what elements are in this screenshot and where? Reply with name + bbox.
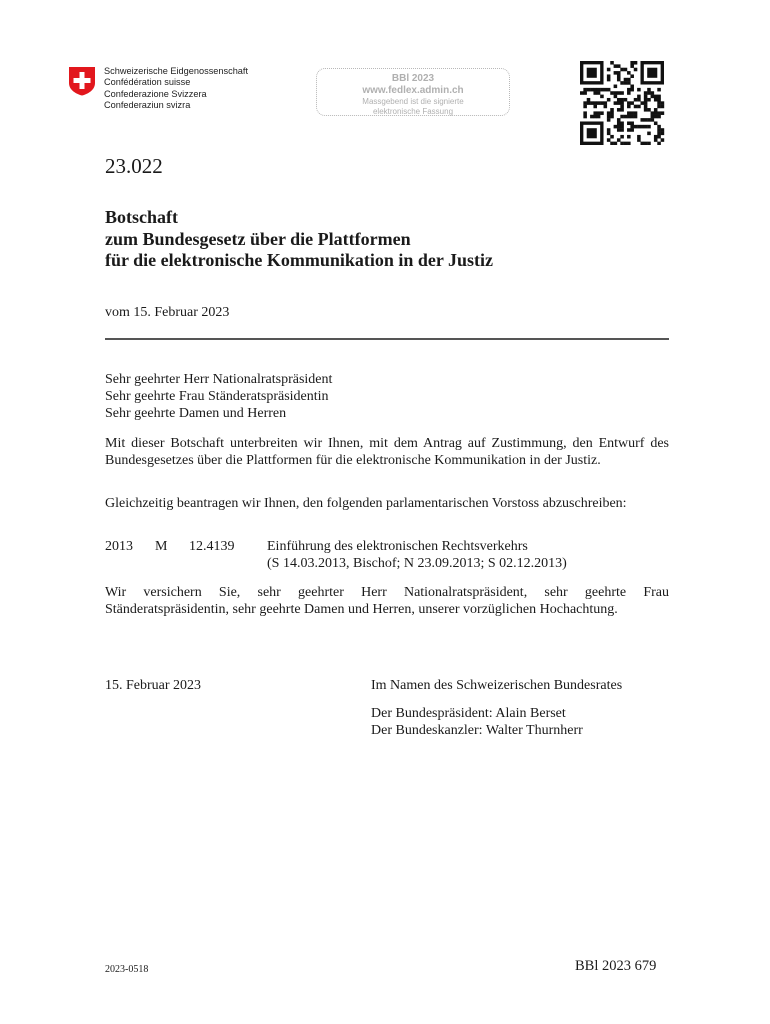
footer-page-reference: BBl 2023 679 — [575, 958, 657, 974]
signature-chancellor: Der Bundeskanzler: Walter Thurnherr — [371, 723, 583, 738]
salutation-3: Sehr geehrte Damen und Herren — [105, 406, 287, 421]
swiss-flag-icon — [68, 66, 96, 96]
stamp-url[interactable]: www.fedlex.admin.ch — [362, 85, 464, 96]
qr-code-icon — [577, 61, 667, 145]
signature-on-behalf: Im Namen des Schweizerischen Bundesrates — [371, 678, 623, 693]
footer-document-code: 2023-0518 — [105, 964, 149, 975]
authority-line-rm: Confederaziun svizra — [104, 100, 191, 111]
authority-line-fr: Confédération suisse — [104, 77, 191, 88]
salutation-2: Sehr geehrte Frau Ständeratspräsidentin — [105, 389, 329, 404]
authority-line-it: Confederazione Svizzera — [104, 88, 207, 99]
vorstoss-type: M — [155, 539, 168, 554]
stamp-bbl: BBl 2023 — [391, 73, 435, 84]
vorstoss-detail: (S 14.03.2013, Bischof; N 23.09.2013; S 02.12.2013) — [267, 556, 567, 571]
paragraph-closing: Wir versichern Sie, sehr geehrter Herr Nationalratspräsident, sehr geehrte Frau Ständeratspräsidentin, sehr geehrte Damen und Herren, unserer vorzüglichen Hochachtung. — [105, 585, 669, 618]
paragraph-write-off: Gleichzeitig beantragen wir Ihnen, den folgenden parlamentarischen Vorstoss abzuschreiben: — [105, 496, 627, 511]
stamp-note-1: Massgebend ist die signierte — [362, 97, 464, 106]
salutation-1: Sehr geehrter Herr Nationalratspräsident — [105, 372, 333, 387]
vorstoss-number: 12.4139 — [189, 539, 235, 554]
title-divider — [105, 338, 669, 340]
issuing-authority — [104, 66, 248, 112]
vorstoss-title: Einführung des elektronischen Rechtsverkehrs — [267, 539, 528, 554]
authority-line-de: Schweizerische Eidgenossenschaft — [104, 66, 249, 76]
document-number: 23.022 — [105, 154, 163, 178]
signature-president: Der Bundespräsident: Alain Berset — [371, 706, 566, 721]
title-line-2: zum Bundesgesetz über die Plattformen — [105, 228, 411, 249]
signature-date: 15. Februar 2023 — [105, 678, 202, 693]
document-date: vom 15. Februar 2023 — [105, 305, 230, 320]
title-line-1: Botschaft — [105, 207, 178, 227]
publication-stamp — [316, 68, 510, 116]
document-title — [105, 207, 493, 272]
stamp-note-2: elektronische Fassung — [372, 107, 454, 116]
vorstoss-year: 2013 — [105, 539, 133, 554]
title-line-3: für die elektronische Kommunikation in der Justiz — [105, 250, 494, 270]
paragraph-submission: Mit dieser Botschaft unterbreiten wir Ihnen, mit dem Antrag auf Zustimmung, den Entwurf des Bundesgesetzes über die Plattformen für die elektronische Kommunikation in der Justiz. — [105, 436, 669, 469]
